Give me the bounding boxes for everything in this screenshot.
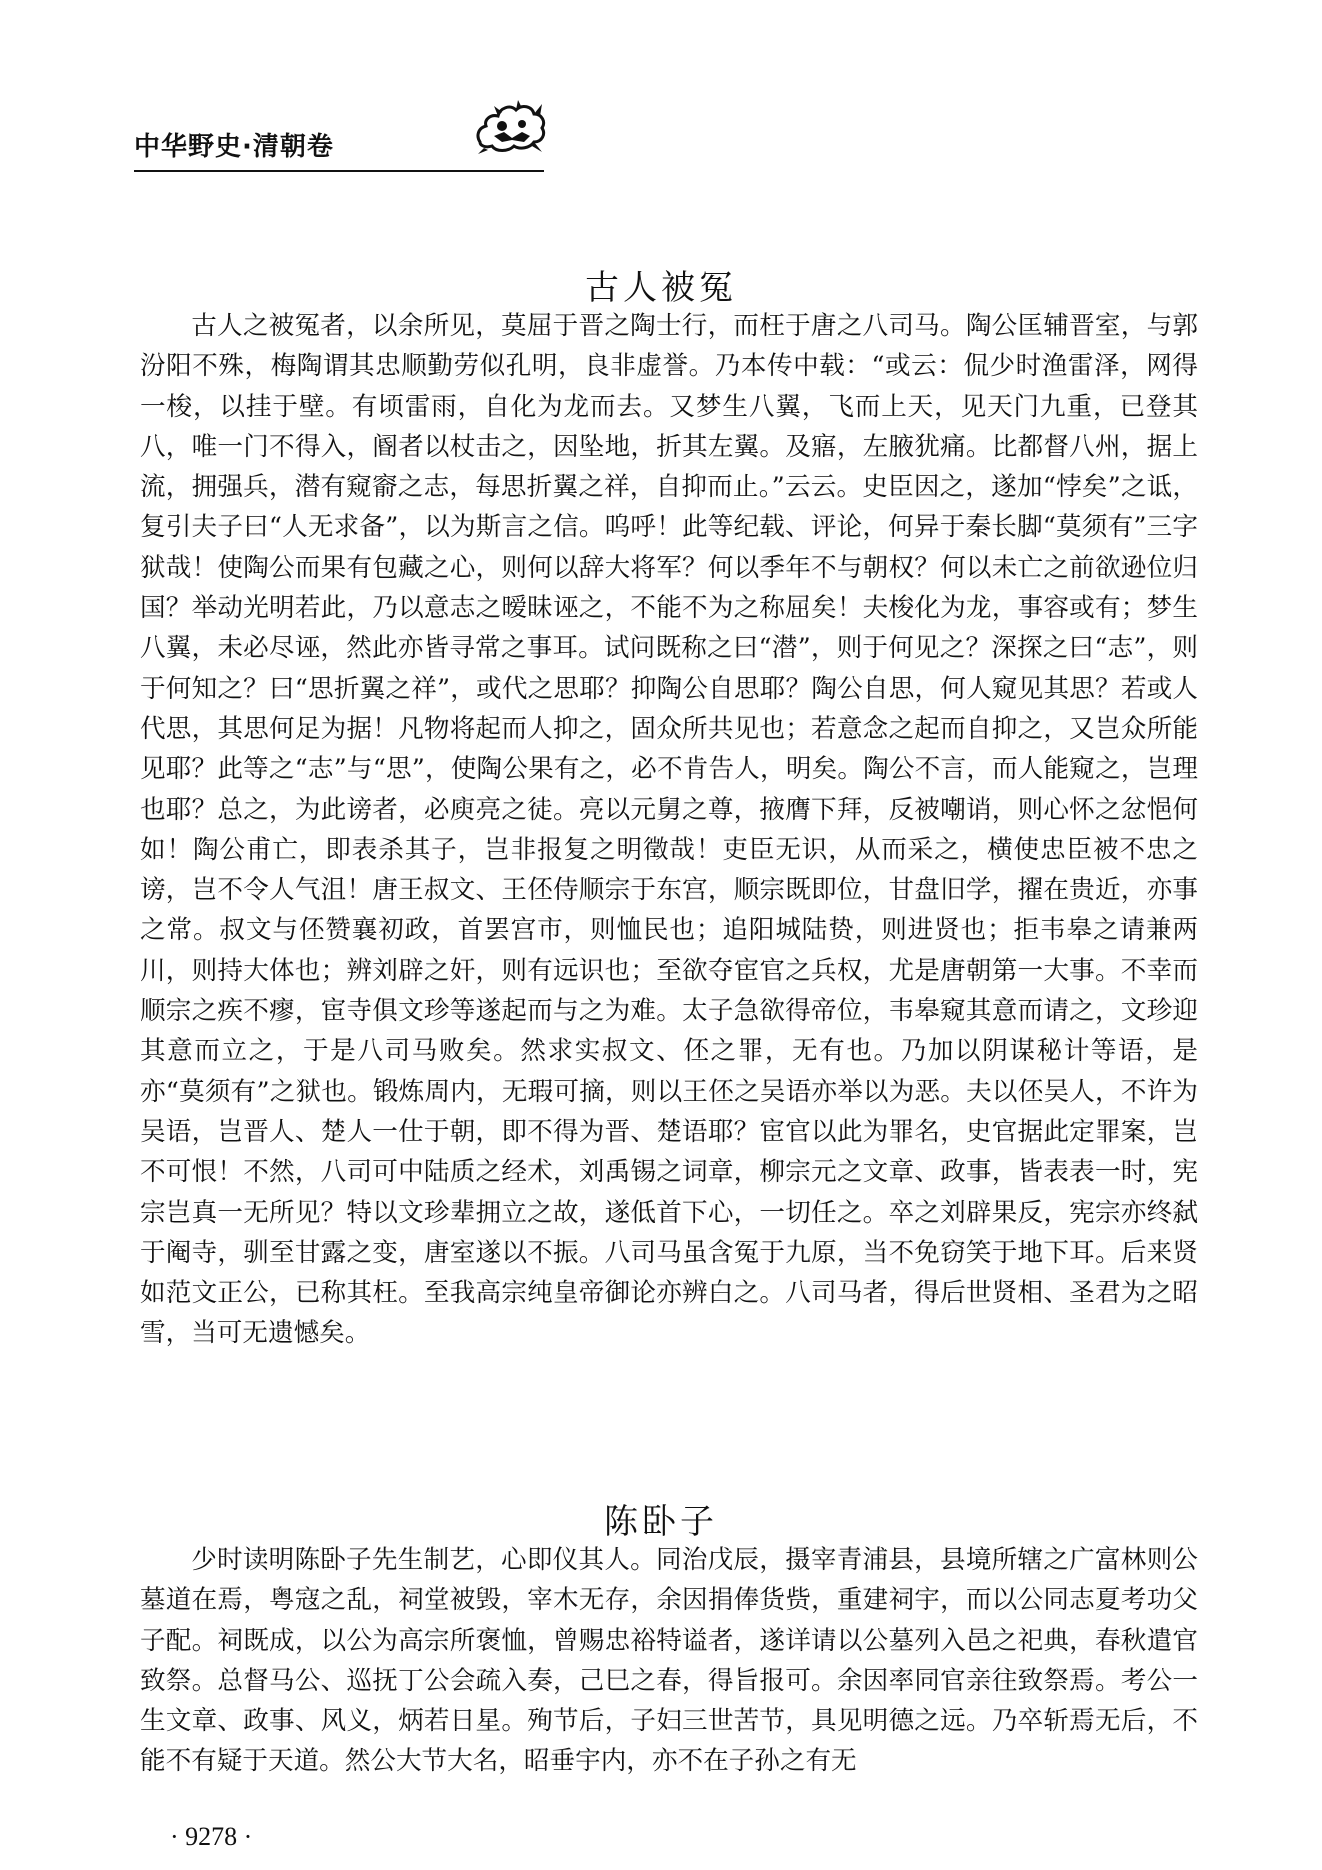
section-title-chen-wo-zi: 陈卧子 (604, 1502, 718, 1543)
book-title: 中华野史·清朝卷 (134, 132, 334, 162)
section-title-gu-ren-bei-yuan: 古人被冤 (585, 268, 737, 309)
dragon-emblem-icon (472, 96, 548, 156)
section-paragraph-chen-wo-zi: 少时读明陈卧子先生制艺，心即仪其人。同治戊辰，摄宰青浦县，县境所辖之广富林则公墓道在焉，粤寇之乱，祠堂被毁，宰木无存，余因捐俸货赀，重建祠宇，而以公同志夏考功父子配。祠既成，以公为高宗所褒恤，曾赐忠裕特谥者，遂详请以公墓列入邑之祀典，春秋遣官致祭。总督马公、巡抚丁公会疏入奏，己巳之春，得旨报可。余因率同官亲往致祭焉。考公一生文章、政事、风义，炳若日星。殉节后，子妇三世苦节，具见明德之远。乃卒斩焉无后，不能不有疑于天道。然公大节大名，昭垂宇内，亦不在子孙之有无 (140, 1545, 1198, 1777)
page-number: · 9278 · (170, 1822, 253, 1851)
running-header (134, 96, 544, 174)
header-rule (134, 170, 544, 172)
section-paragraph-gu-ren-bei-yuan: 古人之被冤者，以余所见，莫屈于晋之陶士行，而枉于唐之八司马。陶公匡辅晋室，与郭汾阳不殊，梅陶谓其忠顺勤劳似孔明，良非虚誉。乃本传中载：“或云：侃少时渔雷泽，网得一梭，以挂于壁。有顷雷雨，自化为龙而去。又梦生八翼，飞而上天，见天门九重，已登其八，唯一门不得入，阍者以杖击之，因坠地，折其左翼。及寤，左腋犹痛。比都督八州，据上流，拥强兵，潜有窥窬之志，每思折翼之祥，自抑而止。”云云。史臣因之，遂加“悖矣”之诋，复引夫子曰“人无求备”，以为斯言之信。呜呼！此等纪载、评论，何异于秦长脚“莫须有”三字狱哉！使陶公而果有包藏之心，则何以辞大将军？何以季年不与朝权？何以未亡之前欲逊位归国？举动光明若此，乃以意志之暧昧诬之，不能不为之称屈矣！夫梭化为龙，事容或有；梦生八翼，未必尽诬，然此亦皆寻常之事耳。试问既称之曰“潜”，则于何见之？深探之曰“志”，则于何知之？曰“思折翼之祥”，或代之思耶？抑陶公自思耶？陶公自思，何人窥见其思？若或人代思，其思何足为据！凡物将起而人抑之，固众所共见也；若意念之起而自抑之，又岂众所能见耶？此等之“志”与“思”，使陶公果有之，必不肯告人，明矣。陶公不言，而人能窥之，岂理也耶？总之，为此谤者，必庾亮之徒。亮以元舅之尊，掖膺下拜，反被嘲诮，则心怀之忿悒何如！陶公甫亡，即表杀其子，岂非报复之明徵哉！吏臣无识，从而采之，横使忠臣被不忠之谤，岂不令人气沮！唐王叔文、王伾侍顺宗于东宫，顺宗既即位，甘盘旧学，擢在贵近，亦事之常。叔文与伾赞襄初政，首罢宫市，则恤民也；追阳城陆贽，则进贤也；拒韦皋之请兼两川，则持大体也；辨刘辟之奸，则有远识也；至欲夺宦官之兵权，尤是唐朝第一大事。不幸而顺宗之疾不瘳，宦寺俱文珍等遂起而与之为难。太子急欲得帝位，韦皋窥其意而请之，文珍迎其意而立之，于是八司马败矣。然求实叔文、伾之罪，无有也。乃加以阴谋秘计等语，是亦“莫须有”之狱也。锻炼周内，无瑕可摘，则以王伾之吴语亦举以为恶。夫以伾吴人，不许为吴语，岂晋人、楚人一仕于朝，即不得为晋、楚语耶？宦官以此为罪名，史官据此定罪案，岂不可恨！不然，八司可中陆质之经术，刘禹锡之词章，柳宗元之文章、政事，皆表表一时，宪宗岂真一无所见？特以文珍辈拥立之故，遂低首下心，一切任之。卒之刘辟果反，宪宗亦终弑于阉寺，驯至甘露之变，唐室遂以不振。八司马虽含冤于九原，当不免窃笑于地下耳。后来贤如范文正公，已称其枉。至我高宗纯皇帝御论亦辨白之。八司马者，得后世贤相、圣君为之昭雪，当可无遗憾矣。 (140, 311, 1198, 1349)
